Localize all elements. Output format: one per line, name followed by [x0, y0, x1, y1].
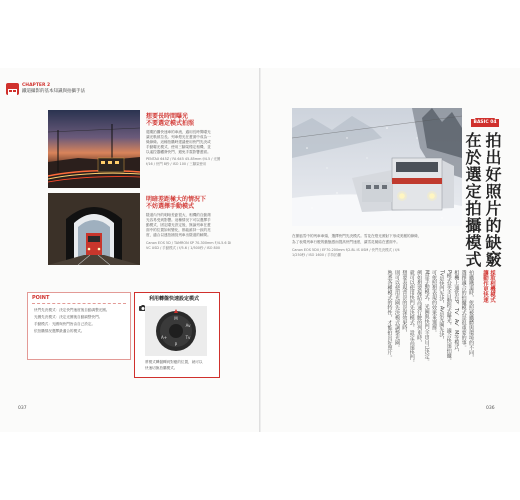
photo2-body-line: 度，適合以連拍捕捉列車出隧道的瞬間。	[146, 233, 211, 237]
photo2-exif-line: VC USD / 手動模式 / f/5.6 / 1/500秒 / ISO 800	[146, 246, 221, 250]
photo-sunset-train	[48, 110, 140, 188]
photo2-body-line: 隧道內外的明暗差距很大，相機的自動測	[146, 213, 211, 217]
point-item: 手動模式：光圈與快門皆由自己設定。	[34, 322, 96, 326]
mode-dial-title: 利用轉盤快速設定模式	[149, 296, 200, 302]
photo2-heading-line1: 明暗差距極大的情況下	[146, 196, 207, 203]
left-page-number: 037	[18, 406, 27, 411]
chapter-label: CHAPTER 2	[22, 83, 51, 88]
photo1-body-line: 週期拍攝快速車的車流，適用長時間曝光	[146, 130, 211, 134]
photo-tunnel-train	[48, 193, 140, 265]
photo1-body-line: 條線條。這種拍攝時建議使用快門先決或	[146, 140, 211, 144]
page-title-line1: 拍出好照片的缺竅	[483, 132, 502, 268]
body-column: Tv是快門先決，Av是光圈先決，	[438, 270, 445, 343]
body-column: 就可以使用快門先決模式，設定高速快門。	[408, 270, 415, 365]
svg-text:M: M	[174, 316, 178, 321]
body-column: 拍攝鐵道時，依照被攝體與環境的不同，	[468, 270, 474, 360]
photo2-body-line: 光容易受到影響。這種情況下可以選擇手	[146, 218, 211, 222]
chapter-subtitle: 鐵道攝影的基本知識與拍攝手法	[22, 89, 85, 94]
svg-text:A+: A+	[160, 335, 168, 340]
point-item: 依拍攝情況選擇最適合的模式。	[34, 329, 85, 333]
subheading-line2: 讓動作更快速	[482, 270, 488, 303]
mode-dial-caption: 快速切換拍攝模式。	[145, 366, 178, 370]
body-column: M是手動模式，光圈與快門全由自己決定。	[423, 270, 430, 365]
mode-dial-photo	[145, 306, 207, 356]
snow-exif-line: 1/250秒 / ISO 1600 / 手持拍攝	[292, 253, 341, 257]
mode-dial-box	[134, 292, 220, 378]
right-page-number: 036	[486, 406, 495, 411]
body-column: 相機上通常有P、Tv、Av、M等模式，	[453, 270, 460, 355]
basic-badge	[471, 110, 499, 132]
page-title-line2: 在於選定拍攝模式	[463, 132, 482, 268]
body-column: P模式是全自動程式曝光，適合快速拍攝。	[445, 270, 452, 364]
photo-snow-train	[292, 108, 462, 226]
snow-caption-line: 在暴風雪中的列車車頭，選擇快門先決模式。雪花在燈光照射下形成美麗的線條，	[292, 234, 422, 238]
body-column: 則可以使用光圈先決模式調整光圈。	[393, 270, 400, 350]
basic-badge-label: BASIC 04	[471, 119, 499, 127]
photo2-body-line: 面中的位置如何變化，都能維持一致的亮	[146, 228, 211, 232]
point-box	[27, 292, 131, 360]
photo2-body-line: 動模式，固定曝光設定後，無論列車在畫	[146, 223, 211, 227]
svg-text:Tv: Tv	[185, 335, 191, 340]
body-column: 選擇適合的拍攝模式是很重要的事。	[460, 270, 467, 350]
snow-caption-line: 為了表現列車行駛的動態感而提高快門速度，讓雪花凝結在畫面中。	[292, 240, 400, 244]
photo1-heading-line2: 不要選定模式拍照	[146, 120, 195, 127]
camera-icon	[139, 296, 147, 302]
photo1-body-line: 以遙控器觸發快門，避免手震影響畫面。	[146, 150, 211, 154]
spine-shadow	[259, 68, 261, 432]
photo2-heading-line2: 不妨選擇手動模式	[146, 203, 195, 210]
svg-text:P: P	[174, 342, 178, 347]
photo2-exif-line: Canon EOS 5D / TAMRON SP 70-300mm F/4-5.6 Di	[146, 241, 232, 245]
photo1-body-line: 讓光軌被拉長。列車燈光在畫面中成為一	[146, 135, 211, 139]
point-item: 快門先決模式：決定快門速度後自動調整光圈。	[34, 308, 110, 312]
body-column: 熟悉各種模式的特性，才能拍出好照片。	[386, 270, 393, 360]
point-label: POINT	[32, 295, 50, 301]
point-item: 光圈先決模式：決定光圈後自動調整快門。	[34, 315, 103, 319]
photo1-heading-line1: 想要長時間曝光	[146, 113, 189, 120]
subheading-line1: 採取相機模式	[489, 270, 495, 303]
svg-text:Av: Av	[185, 323, 191, 328]
chapter-icon	[6, 83, 19, 95]
body-text-columns	[384, 270, 474, 390]
body-column: 想要表現背景的景深效果時，	[401, 270, 408, 335]
photo1-exif-line: PENTAX 645Z / FA 645 45-85mm f/4.5 / 光圈	[146, 157, 221, 161]
point-divider	[32, 303, 126, 304]
photo1-body-line: 手動曝光模式，使用三腳架穩定相機，並	[146, 145, 211, 149]
photo1-exif-line: f/16 / 快門 8秒 / ISO 100 / 三腳架使用	[146, 162, 207, 166]
mode-dial-caption: 將模式轉盤轉到對應的位置，就可以	[145, 360, 203, 364]
body-column: 例如想要凝結高速行駛的列車時，	[416, 270, 423, 345]
section-subheading	[481, 270, 495, 302]
body-column: 可依照想表現的效果來選擇。	[430, 270, 437, 335]
snow-exif-line: Canon EOS 5DII / EF70-200mm f/2.8L IS USM / 快門先決模式 / f/4	[292, 248, 400, 252]
